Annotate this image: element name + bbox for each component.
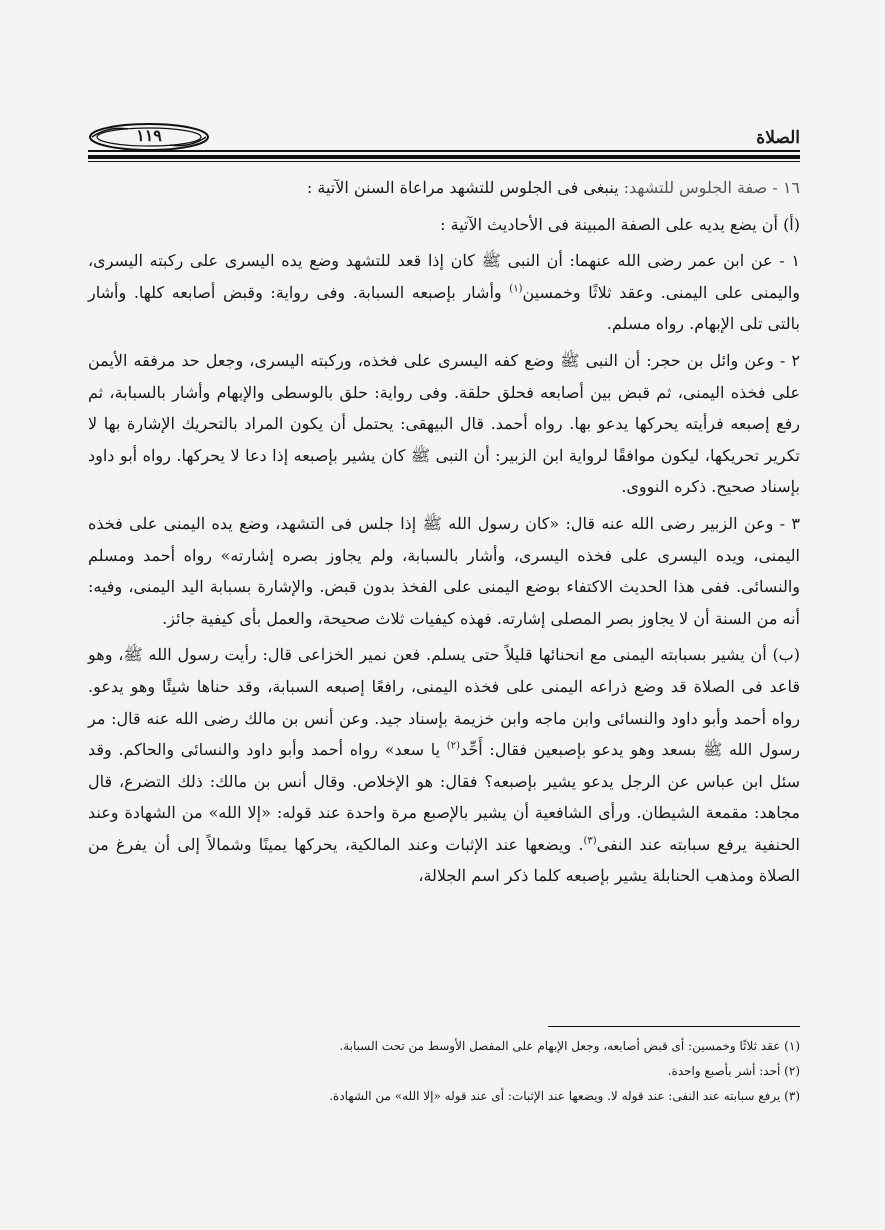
paragraph-text: ٣ - وعن الزبير رضى الله عنه قال: «كان رسول الله ﷺ إذا جلس فى التشهد، وضع يده اليمنى على فخذه اليمنى، ويده اليسرى على فخذه اليسرى، وأشار بالسبابة، ولم يجاوز بصره إشارته» رواه أحمد ومسلم والنسائى. ففى هذا الحديث الاكتفاء بوضع اليمنى على الفخذ بدون قبض. والإشارة بسبابة اليد اليمنى، وفيه: أنه من السنة أن لا يجاوز بصر المصلى إشارته. فهذه كيفيات ثلاث صحيحة، والعمل بأى كيفية جائز. (88, 513, 800, 628)
paragraph-text: يا سعد» رواه أحمد وأبو داود والنسائى والحاكم. وقد سئل ابن عباس عن الرجل يدعو يشير بإصبعه؟ فقال: هو الإخلاص. وقال أنس بن مالك: ذلك التضرع، قال مجاهد: مقمعة الشيطان. ورأى الشافعية أن يشير بالإصبع مرة واحدة عند قوله: «إلا الله» من الشهادة وعند الحنفية يرفع سبابته عند النفى (88, 740, 801, 854)
paragraph-text: ينبغى فى الجلوس للتشهد مراعاة السنن الآتية : (306, 178, 624, 197)
paragraph-text: (أ) أن يضع يديه على الصفة المبينة فى الأحاديث الآتية : (440, 214, 800, 234)
footnote: (١) عقد ثلاثًا وخمسين: أى قبض أصابعه، وجعل الإبهام على المفصل الأوسط من تحت السبابة. (339, 1039, 800, 1053)
header-rule (88, 150, 800, 159)
section-heading: ١٦ - صفة الجلوس للتشهد: (623, 178, 800, 197)
paragraph-text: (ب) أن يشير بسبابته اليمنى مع انحنائها قليلاً حتى يسلم. فعن نمير الخزاعى قال: رأيت رسول الله ﷺ، وهو قاعد فى الصلاة قد وضع ذراعه اليمنى على فخذه اليمنى، رافعًا إصبعه السبابة، وقد حناها شيئًا وهو يدعو. رواه أحمد وأبو داود والنسائى وابن ماجه وابن خزيمة بإسناد جيد. وعن أنس بن مالك رضى الله عنه قال: مر رسول الله ﷺ بسعد وهو يدعو بإصبعين فقال: أَحِّد (88, 645, 801, 760)
header-rule-thin (88, 161, 800, 162)
main-text (88, 172, 800, 897)
footnote-separator (548, 1026, 800, 1027)
page-number-ornament (88, 122, 210, 152)
paragraph (88, 209, 800, 241)
footnote: (٢) أحد: أشر بأصبع واحدة. (667, 1064, 800, 1078)
section-heading-paragraph (88, 172, 800, 204)
footnotes (88, 1034, 800, 1109)
running-head: الصلاة (756, 128, 800, 148)
paragraph (88, 245, 800, 340)
paragraph-text: وأشار بإصبعه السبابة. وفى رواية: وقبض أصابعه كلها. وأشار بالتى تلى الإبهام. رواه مسلم. (88, 282, 800, 334)
footnote-ref: (٢) (446, 740, 460, 752)
paragraph-text: ١ - عن ابن عمر رضى الله عنهما: أن النبى ﷺ كان إذا قعد للتشهد وضع يده اليسرى على ركبته اليسرى، واليمنى على اليمنى. وعقد ثلاثًا وخمسين (88, 251, 801, 302)
paragraph (88, 639, 800, 892)
paragraph-text: . ويضعها عند الإثبات وعند المالكية، يحركها يمينًا وشمالاً إلى أن يفرغ من الصلاة ومذهب الحنابلة يشير بإصبعه كلما ذكر اسم الجلالة، (88, 834, 800, 886)
footnote: (٣) يرفع سبابته عند النفى: عند قوله لا. ويضعها عند الإثبات: أى عند قوله «إلا الله» من الشهادة. (329, 1089, 800, 1103)
paragraph (88, 508, 800, 634)
footnote-ref: (١) (509, 283, 523, 295)
paragraph (88, 345, 800, 503)
footnote-ref: (٣) (583, 835, 597, 847)
page-number: ١١٩ (136, 126, 162, 145)
paragraph-text: ٢ - وعن وائل بن حجر: أن النبى ﷺ وضع كفه اليسرى على فخذه، وركبته اليسرى، وجعل حد مرفقه الأيمن على فخذه اليمنى، ثم قبض بين أصابعه فحلق حلقة. وفى رواية: حلق بالوسطى والإبهام وأشار بالسبابة، ثم رفع إصبعه فرأيته يحركها يدعو بها. رواه أحمد. قال البيهقى: يحتمل أن يكون المراد بالتحريك الإشارة بها لا تكرير تحريكها، ليكون موافقًا لرواية ابن الزبير: أن النبى ﷺ كان يشير بإصبعه إذا دعا لا يحركها. رواه أبو داود بإسناد صحيح. ذكره النووى. (88, 350, 801, 497)
